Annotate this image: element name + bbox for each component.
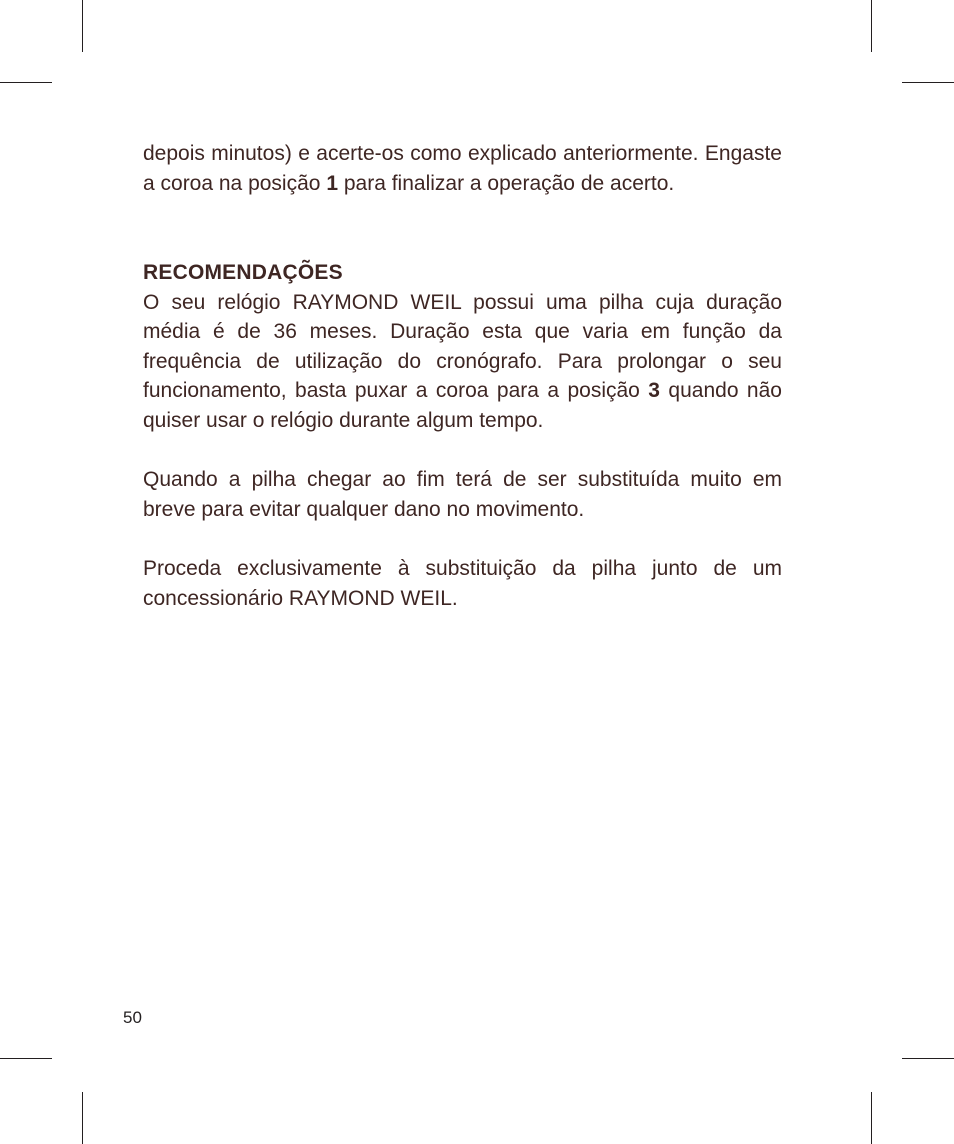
battery-end-paragraph: Quando a pilha chegar ao fim terá de ser substituída muito em breve para evitar qualquer dano no movimento. bbox=[143, 468, 782, 521]
crop-mark bbox=[82, 1092, 83, 1144]
battery-text-start: O seu relógio RAYMOND WEIL possui uma pilha cuja duração média é de 36 meses. Duração esta que varia em função da frequência de utilização do cronógrafo. Para prolongar o seu funcionamento, basta puxar a coroa para a posição bbox=[143, 290, 782, 402]
crop-mark bbox=[871, 0, 872, 52]
crop-mark bbox=[0, 82, 52, 83]
intro-position-number: 1 bbox=[326, 171, 338, 195]
battery-text-end: quando não quiser usar o relógio durante algum tempo. bbox=[143, 379, 782, 432]
crop-mark bbox=[902, 82, 954, 83]
crop-mark bbox=[902, 1058, 954, 1059]
replacement-paragraph: Proceda exclusivamente à substituição da pilha junto de um concessionário RAYMOND WEIL. bbox=[143, 557, 782, 610]
intro-line-2-end: para finalizar a operação de acerto. bbox=[343, 171, 675, 195]
crop-mark bbox=[871, 1092, 872, 1144]
battery-position-number: 3 bbox=[648, 379, 660, 402]
intro-paragraph bbox=[143, 139, 782, 198]
crop-mark bbox=[0, 1058, 52, 1059]
page-number: 50 bbox=[123, 1008, 142, 1027]
section-heading: RECOMENDAÇÕES bbox=[143, 261, 343, 284]
intro-line-2-start: Engaste a coroa na posição bbox=[143, 142, 782, 195]
intro-line-1: depois minutos) e acerte-os como explicado anteriormente. bbox=[143, 142, 699, 165]
crop-mark bbox=[82, 0, 83, 52]
page-content bbox=[143, 139, 782, 613]
battery-paragraph bbox=[143, 288, 782, 436]
